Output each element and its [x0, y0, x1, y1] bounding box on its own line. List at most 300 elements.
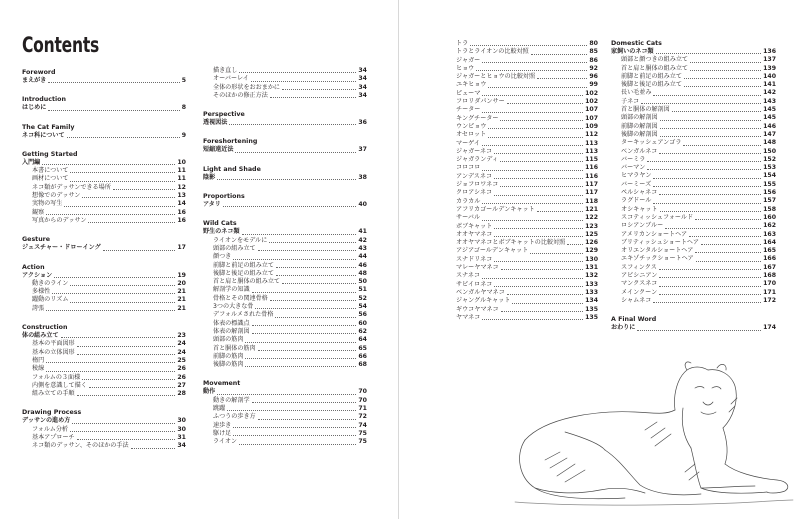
toc-entry[interactable] [22, 159, 186, 167]
leader-dots [494, 153, 583, 154]
toc-entry-label: はじめに [22, 104, 47, 112]
toc-entry-label: ペルシャネコ [621, 189, 658, 197]
toc-entry-page: 115 [585, 156, 598, 164]
toc-entry-page: 154 [763, 172, 776, 180]
toc-entry-label: フォルム分析 [32, 425, 69, 433]
toc-entry[interactable] [203, 146, 367, 154]
toc-entry-page: 132 [585, 272, 598, 280]
toc-entry-page: 136 [763, 48, 776, 55]
toc-entry-label: 動きの解剖学 [213, 396, 250, 404]
section-heading: Gesture [22, 236, 51, 244]
leader-dots [282, 283, 356, 284]
toc-entry[interactable] [446, 106, 598, 114]
toc-entry-label: 躍動のリズム [32, 296, 69, 304]
toc-entry-page: 156 [763, 189, 776, 197]
toc-entry[interactable] [611, 214, 776, 222]
toc-entry-page: 170 [763, 280, 776, 288]
leader-dots [258, 419, 357, 420]
toc-entry[interactable] [446, 247, 598, 255]
toc-entry[interactable] [611, 139, 776, 147]
toc-entry[interactable] [611, 172, 776, 180]
toc-entry-page: 112 [585, 131, 598, 139]
toc-section [22, 69, 186, 85]
toc-entry-page: 85 [589, 48, 598, 56]
toc-entry-label: ジャガー [456, 56, 481, 64]
toc-entry[interactable] [611, 89, 776, 97]
leader-dots [537, 211, 583, 212]
leader-dots [245, 358, 356, 359]
leader-dots [270, 300, 357, 301]
toc-entry[interactable] [203, 397, 367, 405]
toc-entry[interactable] [203, 438, 367, 446]
toc-entry-label: マレーヤマネコ [456, 264, 499, 272]
lioness-sketch-illustration [505, 360, 795, 510]
toc-entry-page: 164 [763, 238, 776, 246]
leader-dots [653, 186, 761, 187]
toc-entry-page: 66 [358, 352, 367, 360]
toc-section [203, 193, 367, 209]
leader-dots [494, 236, 583, 237]
toc-entry-page: 37 [358, 146, 367, 154]
leader-dots [488, 87, 587, 88]
toc-entry[interactable] [203, 84, 367, 92]
toc-entry[interactable] [203, 228, 367, 236]
toc-entry-label: スフィンクス [621, 263, 657, 271]
toc-entry[interactable] [611, 222, 776, 230]
section-heading: Proportions [203, 193, 245, 201]
toc-entry[interactable] [611, 289, 776, 297]
toc-entry[interactable] [446, 48, 598, 56]
toc-entry-page: 171 [763, 288, 776, 296]
toc-section [203, 67, 367, 100]
toc-entry-label: 体表の解剖図 [213, 327, 250, 335]
toc-entry[interactable] [446, 223, 598, 231]
leader-dots [52, 293, 175, 294]
toc-entry-page: 28 [177, 390, 186, 398]
leader-dots [48, 110, 179, 111]
toc-entry[interactable] [611, 164, 776, 172]
leader-dots [659, 286, 761, 287]
leader-dots [275, 317, 356, 318]
leader-dots [88, 222, 175, 223]
toc-entry[interactable] [203, 174, 367, 182]
leader-dots [494, 261, 583, 262]
toc-entry-page: 146 [763, 122, 776, 130]
toc-entry-label: ベンガルヤマネコ [456, 288, 505, 296]
toc-entry-label: キングチーター [456, 114, 499, 122]
toc-entry[interactable] [203, 388, 367, 396]
leader-dots [252, 333, 357, 334]
toc-entry-label: 透視図法 [203, 119, 228, 127]
toc-entry-label: メインクーン [621, 288, 658, 296]
toc-entry-page: 21 [177, 296, 186, 304]
leader-dots [494, 228, 583, 229]
leader-dots [500, 186, 583, 187]
leader-dots [217, 179, 356, 180]
toc-entry-label: デフォルメされた骨格 [213, 311, 274, 319]
toc-entry[interactable] [446, 256, 598, 264]
toc-entry[interactable] [203, 201, 367, 209]
toc-entry[interactable] [446, 306, 598, 314]
leader-dots [482, 62, 587, 63]
leader-dots [217, 394, 356, 395]
toc-entry-page: 26 [177, 373, 186, 381]
toc-entry-page: 113 [585, 139, 598, 147]
leader-dots [482, 170, 583, 171]
toc-entry[interactable] [22, 272, 186, 280]
toc-entry[interactable] [22, 200, 186, 208]
toc-entry[interactable] [611, 280, 776, 288]
leader-dots [695, 252, 761, 253]
toc-entry-page: 24 [177, 348, 186, 356]
toc-entry[interactable] [203, 336, 367, 344]
toc-entry[interactable] [446, 289, 598, 297]
leader-dots [647, 169, 761, 170]
toc-entry-label: ジャガーとヒョウの比較対照 [456, 73, 536, 81]
leader-dots [684, 78, 761, 79]
toc-entry[interactable] [611, 206, 776, 214]
leader-dots [46, 310, 175, 311]
toc-entry-page: 145 [763, 114, 776, 122]
toc-entry[interactable] [22, 442, 186, 450]
toc-entry[interactable] [203, 119, 367, 127]
leader-dots [245, 342, 356, 343]
toc-entry[interactable] [22, 349, 186, 357]
toc-entry[interactable] [446, 90, 598, 98]
page-title: Contents [22, 33, 100, 57]
toc-entry[interactable] [22, 374, 186, 382]
leader-dots [659, 153, 761, 154]
leader-dots [70, 431, 175, 432]
toc-entry-label: フロリダパンサー [456, 98, 505, 106]
leader-dots [258, 250, 357, 251]
toc-entry-page: 5 [181, 77, 186, 84]
toc-entry[interactable] [446, 148, 598, 156]
toc-entry[interactable] [611, 73, 776, 81]
toc-entry-label: 画材について [32, 175, 69, 183]
toc-entry[interactable] [203, 422, 367, 430]
toc-entry-page: 133 [585, 288, 598, 296]
leader-dots [660, 211, 762, 212]
toc-entry[interactable] [611, 297, 776, 305]
leader-dots [70, 172, 175, 173]
leader-dots [653, 178, 761, 179]
toc-entry-page: 13 [177, 192, 186, 200]
toc-entry[interactable] [203, 345, 367, 353]
toc-entry[interactable] [446, 65, 598, 73]
toc-entry[interactable] [203, 237, 367, 245]
toc-entry-page: 139 [763, 64, 776, 72]
toc-entry-label: フォルムの３面様 [32, 373, 81, 381]
toc-entry[interactable] [22, 296, 186, 304]
leader-dots [695, 219, 761, 220]
toc-entry-label: オシキャット [621, 205, 658, 213]
leader-dots [77, 395, 176, 396]
toc-entry-label: ギウコヤマネコ [456, 305, 499, 313]
toc-entry-label: オオヤマネコとボブキャットの比較対照 [456, 239, 566, 247]
toc-entry-page: 152 [763, 155, 776, 163]
section-heading: Domestic Cats [611, 40, 662, 47]
toc-entry-page: 96 [589, 73, 598, 81]
toc-entry[interactable] [203, 75, 367, 83]
toc-entry[interactable] [22, 390, 186, 398]
toc-column-2 [203, 67, 367, 447]
leader-dots [103, 250, 176, 251]
toc-entry-label: 跳躍 [213, 405, 226, 413]
toc-entry-page: 42 [358, 236, 367, 244]
toc-entry[interactable] [446, 206, 598, 214]
toc-entry[interactable] [446, 164, 598, 172]
toc-entry-label: 首と肩と胴体の組み立て [213, 278, 281, 286]
toc-entry[interactable] [446, 198, 598, 206]
toc-entry[interactable] [611, 56, 776, 64]
toc-entry[interactable] [22, 365, 186, 373]
toc-entry-page: 36 [358, 119, 367, 127]
leader-dots [665, 228, 761, 229]
toc-entry[interactable] [203, 328, 367, 336]
toc-entry-page: 158 [763, 205, 776, 213]
toc-entry-label: ジャングルキャット [456, 297, 511, 305]
toc-entry-page: 80 [589, 40, 598, 47]
section-heading: Movement [203, 380, 241, 388]
toc-entry[interactable] [22, 175, 186, 183]
toc-entry[interactable] [611, 148, 776, 156]
toc-entry-page: 34 [358, 91, 367, 99]
toc-entry[interactable] [446, 314, 598, 322]
leader-dots [567, 244, 583, 245]
toc-entry-page: 167 [763, 263, 776, 271]
toc-entry-page: 117 [585, 189, 598, 197]
toc-entry[interactable] [446, 131, 598, 139]
toc-entry[interactable] [611, 197, 776, 205]
toc-entry-label: ネコ類がデッサンできる場所 [32, 183, 111, 191]
toc-entry-label: 前脚と前足の組み立て [621, 72, 682, 80]
toc-entry[interactable] [22, 426, 186, 434]
toc-entry-page: 131 [585, 264, 598, 272]
toc-entry-page: 20 [177, 279, 186, 287]
toc-entry[interactable] [446, 81, 598, 89]
toc-entry-page: 31 [177, 434, 186, 442]
toc-entry[interactable] [203, 353, 367, 361]
toc-entry-label: 頭部の筋肉 [213, 336, 244, 344]
toc-entry[interactable] [446, 115, 598, 123]
leader-dots [482, 112, 583, 113]
leader-dots [488, 128, 583, 129]
toc-entry[interactable] [446, 297, 598, 305]
toc-entry-label: ジェスチャー・ドローイング [22, 244, 101, 252]
toc-entry[interactable] [446, 173, 598, 181]
section-heading: Action [22, 263, 45, 271]
toc-entry[interactable] [446, 156, 598, 164]
toc-entry-label: 前脚の解剖図 [621, 122, 658, 130]
toc-entry-label: バーミーズ [621, 180, 652, 188]
toc-entry-page: 10 [177, 158, 186, 166]
leader-dots [637, 330, 761, 331]
toc-section [22, 124, 186, 140]
leader-dots [64, 206, 175, 207]
toc-entry[interactable] [22, 305, 186, 313]
leader-dots [507, 103, 583, 104]
toc-entry-page: 107 [585, 114, 598, 122]
toc-entry[interactable] [22, 280, 186, 288]
leader-dots [494, 195, 583, 196]
toc-entry-page: 157 [763, 197, 776, 205]
toc-entry[interactable] [203, 262, 367, 270]
leader-dots [77, 346, 176, 347]
leader-dots [269, 242, 356, 243]
toc-entry-label: ボブキャット [456, 222, 493, 230]
toc-entry[interactable] [611, 231, 776, 239]
toc-entry-label: オオヤマネコ [456, 230, 493, 238]
toc-entry[interactable] [446, 57, 598, 65]
toc-entry[interactable] [611, 181, 776, 189]
toc-entry-page: 125 [585, 230, 598, 238]
toc-entry[interactable] [611, 264, 776, 272]
toc-entry[interactable] [203, 430, 367, 438]
toc-entry-label: 本書について [32, 167, 69, 175]
toc-entry[interactable] [611, 239, 776, 247]
leader-dots [501, 311, 583, 312]
toc-column-4 [611, 40, 776, 333]
leader-dots [251, 81, 357, 82]
toc-entry[interactable] [446, 272, 598, 280]
toc-entry[interactable] [22, 132, 186, 140]
toc-section [611, 316, 776, 332]
toc-entry-label: ターキッシュアンゴラ [621, 139, 682, 147]
toc-entry-page: 163 [763, 230, 776, 238]
toc-entry[interactable] [203, 320, 367, 328]
toc-entry[interactable] [22, 244, 186, 252]
leader-dots [482, 319, 583, 320]
toc-entry-label: バーミラ [621, 155, 646, 163]
section-heading: Construction [22, 324, 68, 332]
toc-entry[interactable] [446, 140, 598, 148]
toc-section [611, 40, 776, 305]
toc-section [22, 96, 186, 112]
section-heading: A Final Word [611, 316, 657, 324]
leader-dots [46, 362, 175, 363]
toc-entry[interactable] [203, 295, 367, 303]
toc-entry[interactable] [22, 340, 186, 348]
leader-dots [46, 371, 175, 372]
leader-dots [656, 53, 761, 54]
leader-dots [470, 45, 587, 46]
toc-entry[interactable] [446, 73, 598, 81]
toc-entry[interactable] [203, 253, 367, 261]
toc-entry-label: 組み立ての手順 [32, 390, 75, 398]
toc-entry-label: 観察 [32, 208, 45, 216]
toc-entry[interactable] [22, 217, 186, 225]
toc-entry-label: クロアシネコ [456, 189, 493, 197]
toc-entry-page: 64 [358, 336, 367, 344]
toc-entry-label: 速歩き [213, 421, 232, 429]
toc-entry-page: 166 [763, 255, 776, 263]
leader-dots [113, 189, 176, 190]
leader-dots [70, 181, 175, 182]
toc-entry-page: 130 [585, 255, 598, 263]
leader-dots [512, 303, 583, 304]
toc-entry[interactable] [446, 189, 598, 197]
toc-entry-label: スコティッシュフォールド [621, 213, 694, 221]
toc-entry-page: 8 [181, 104, 186, 112]
toc-entry[interactable] [22, 357, 186, 365]
toc-entry-page: 172 [763, 296, 776, 304]
toc-entry[interactable] [446, 281, 598, 289]
toc-entry[interactable] [611, 156, 776, 164]
toc-entry[interactable] [611, 324, 776, 332]
toc-entry[interactable] [611, 123, 776, 131]
section-heading: Foreword [22, 69, 56, 76]
toc-entry[interactable] [611, 114, 776, 122]
toc-entry[interactable] [22, 382, 186, 390]
leader-dots [659, 194, 761, 195]
toc-entry[interactable] [203, 92, 367, 100]
toc-entry[interactable] [22, 104, 186, 112]
toc-entry-label: マーゲイ [456, 139, 480, 147]
toc-entry-page: 122 [585, 214, 598, 222]
toc-entry[interactable] [446, 239, 598, 247]
toc-entry-page: 21 [177, 304, 186, 312]
toc-entry-page: 27 [177, 381, 186, 389]
toc-entry-label: ライオン [213, 438, 238, 446]
toc-entry[interactable] [203, 311, 367, 319]
toc-entry-label: 基本アプローチ [32, 434, 75, 442]
toc-entry[interactable] [203, 361, 367, 369]
toc-entry-page: 92 [589, 64, 598, 72]
toc-entry-page: 34 [177, 442, 186, 450]
toc-entry-page: 148 [763, 139, 776, 147]
toc-entry[interactable] [611, 65, 776, 73]
toc-entry[interactable] [22, 77, 186, 85]
toc-entry-label: 基本の平面図形 [32, 340, 75, 348]
toc-entry-label: 体の組み立て [22, 332, 59, 340]
toc-entry-label: ふつうの歩き方 [213, 413, 256, 421]
toc-entry-label: トラとライオンの比較対照 [456, 48, 529, 56]
toc-entry[interactable] [203, 286, 367, 294]
leader-dots [89, 387, 176, 388]
toc-entry[interactable] [446, 231, 598, 239]
leader-dots [530, 253, 583, 254]
toc-entry-page: 153 [763, 164, 776, 172]
toc-entry[interactable] [203, 270, 367, 278]
section-heading: Introduction [22, 96, 66, 104]
toc-entry-page: 129 [585, 247, 598, 255]
toc-entry[interactable] [611, 98, 776, 106]
toc-entry-label: カラカル [456, 197, 481, 205]
leader-dots [659, 269, 761, 270]
toc-entry-page: 155 [763, 180, 776, 188]
toc-entry[interactable] [611, 255, 776, 263]
toc-column-1 [22, 69, 186, 451]
toc-entry-label: 楕円 [32, 356, 45, 364]
toc-entry-label: ジャガーネコ [456, 147, 493, 155]
toc-entry[interactable] [22, 184, 186, 192]
toc-entry-label: ネコ類のデッサン、そのほかの手法 [32, 442, 129, 450]
leader-dots [67, 137, 180, 138]
toc-section [203, 111, 367, 127]
toc-entry-page: 34 [358, 67, 367, 74]
toc-entry[interactable] [203, 413, 367, 421]
toc-entry[interactable] [446, 214, 598, 222]
toc-entry-label: アクション [22, 271, 53, 279]
toc-entry-label: 基本の立体図形 [32, 348, 75, 356]
toc-entry-label: ヤマネコ [456, 313, 481, 321]
toc-entry[interactable] [22, 209, 186, 217]
toc-entry[interactable] [22, 417, 186, 425]
toc-entry-label: 3つの大きな骨 [213, 303, 254, 311]
leader-dots [482, 203, 583, 204]
toc-entry-page: 147 [763, 130, 776, 138]
